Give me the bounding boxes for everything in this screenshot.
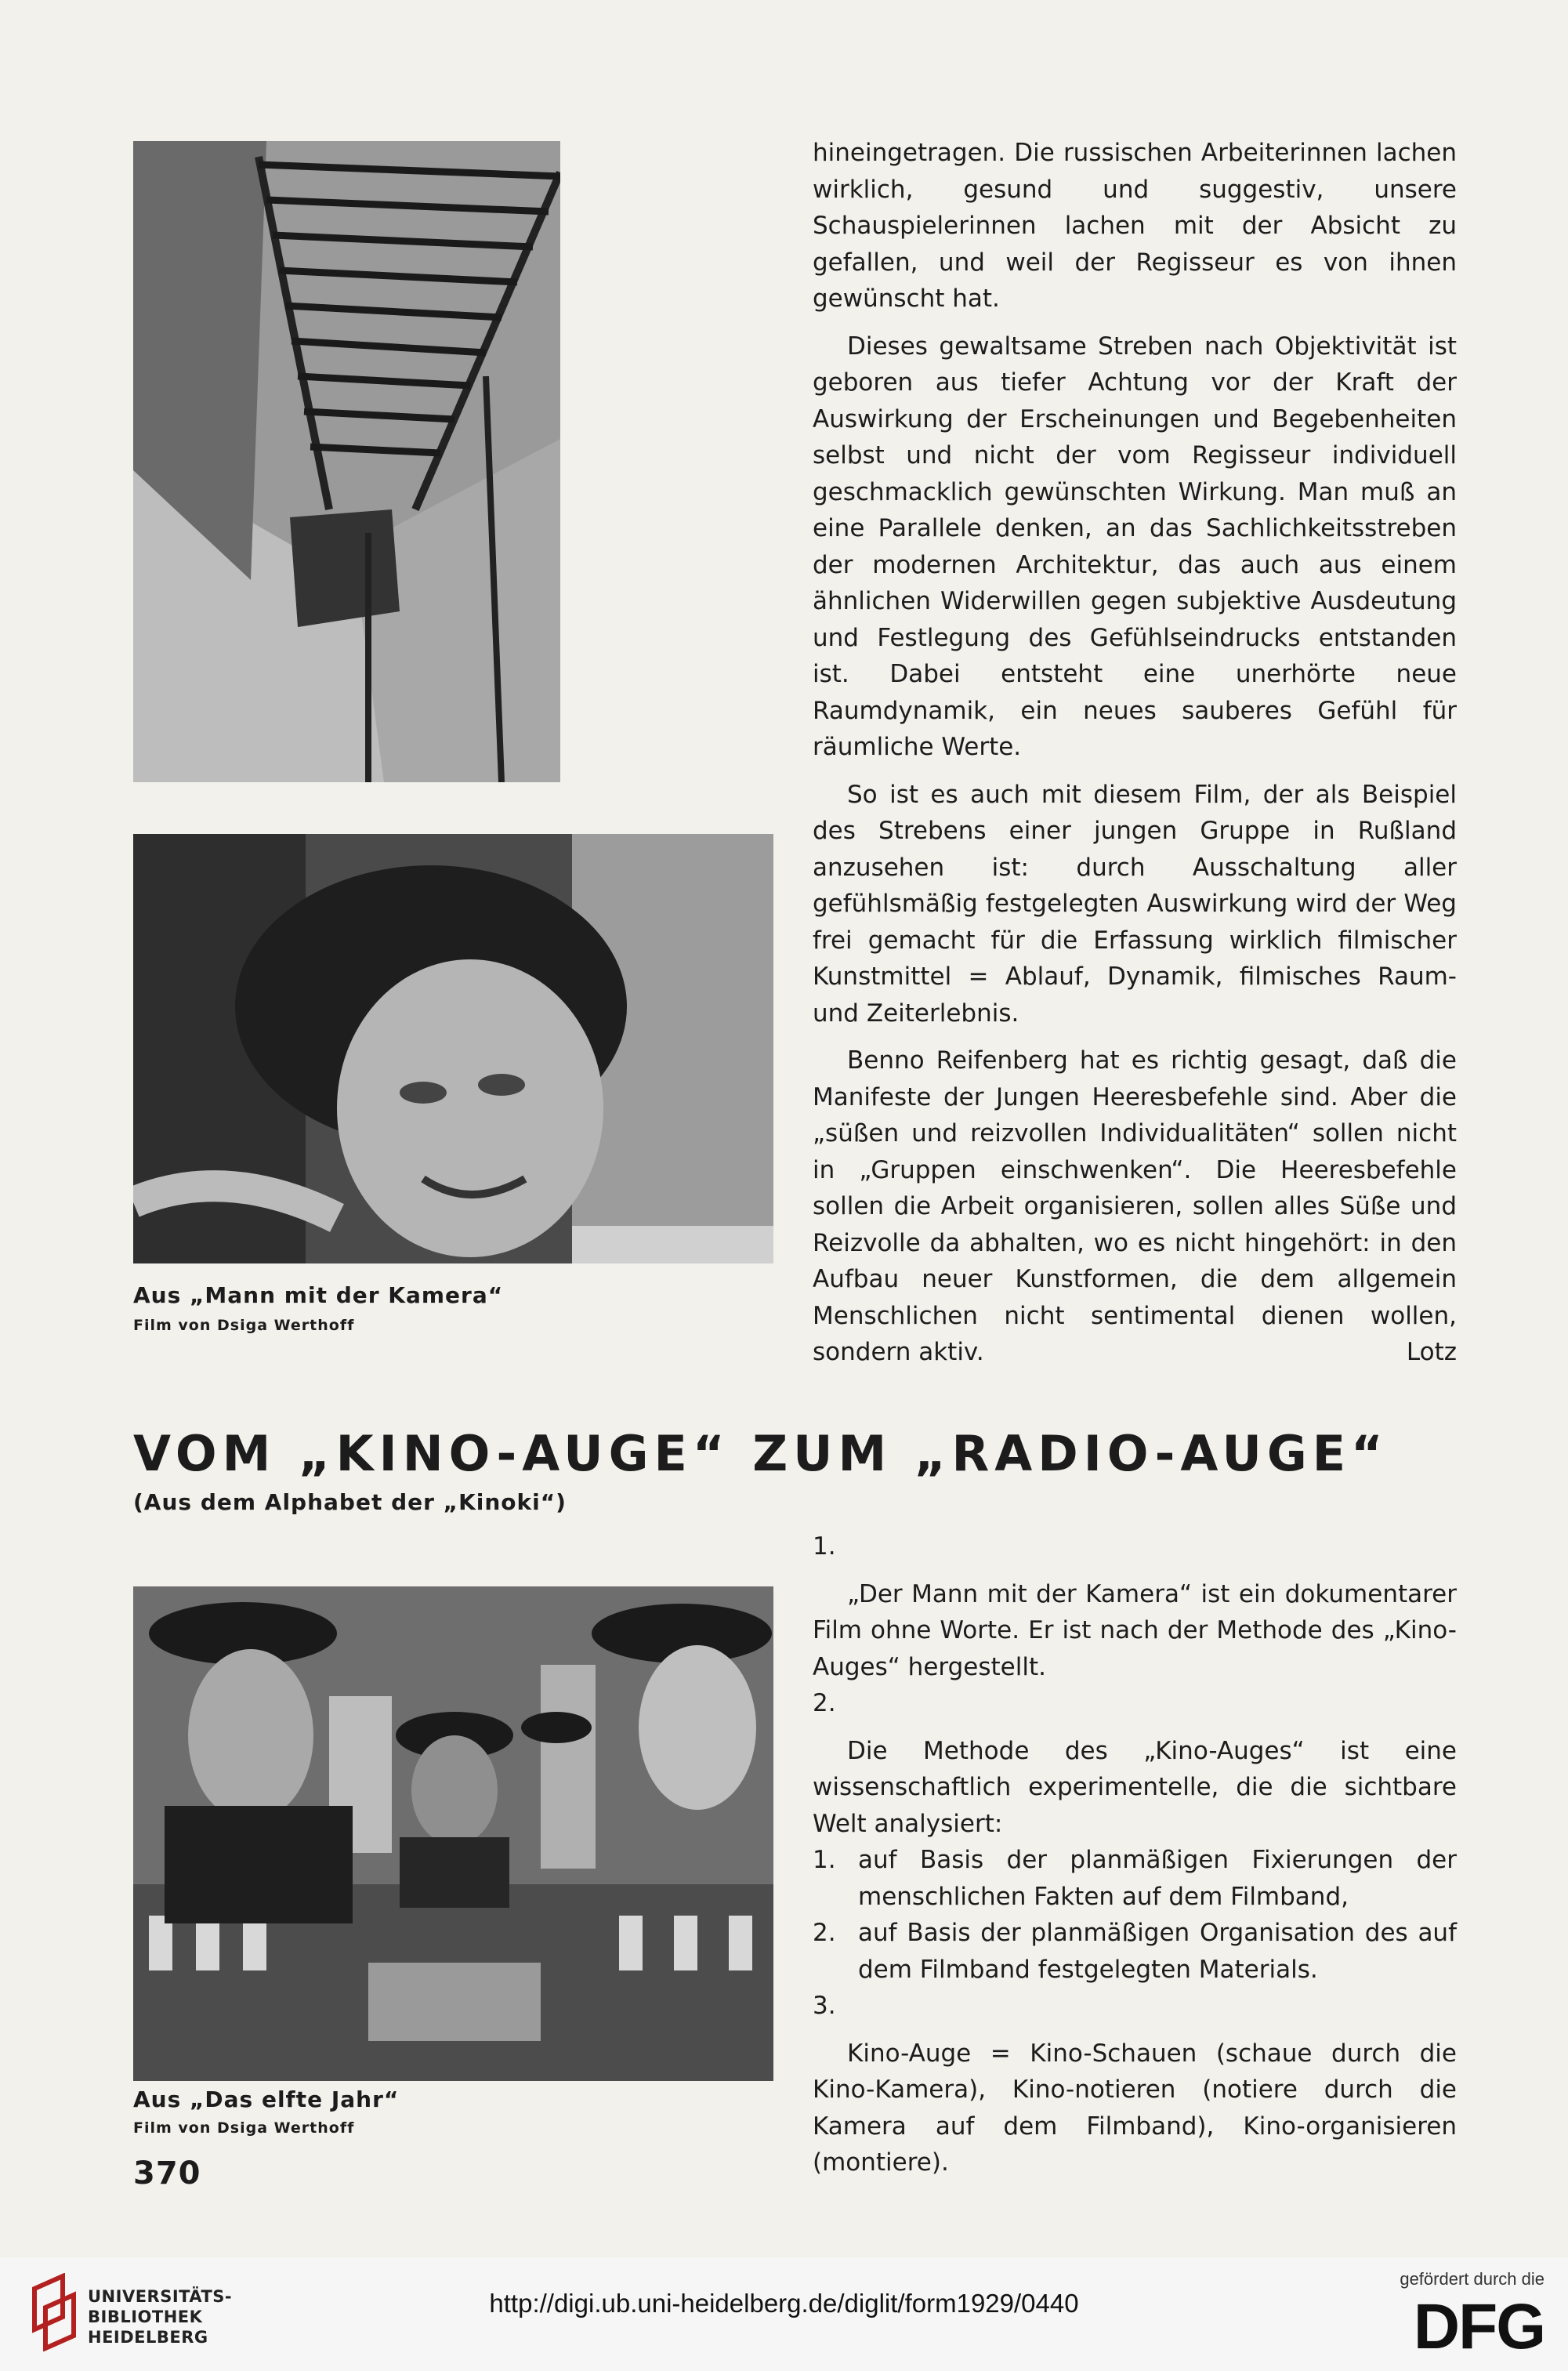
photo-architecture bbox=[133, 141, 560, 782]
list-item-number: 2. bbox=[813, 1919, 836, 1947]
article-subheading: (Aus dem Alphabet der „Kinoki“) bbox=[133, 1489, 567, 1515]
section-2-text: Die Methode des „Kino-Auges“ ist eine wissenschaftlich experimentelle, die die sichtbare Welt analysiert: bbox=[813, 1736, 1457, 1838]
paragraph-3: So ist es auch mit diesem Film, der als Beispiel des Strebens einer jungen Gruppe in Rußland anzusehen ist: durch Ausschaltung aller gefühlsmäßig festgelegten Auswirkung wird der Weg frei gemacht für die Erfassung wirklich filmischer Kunstmittel = Ablauf, Dynamik, filmisches Raum- und Zeiterlebnis. bbox=[813, 780, 1457, 1028]
paragraph-4-text: Benno Reifenberg hat es richtig gesagt, daß die Manifeste der Jungen Heeresbefehle sind. Aber die „süßen und reizvollen Individualitäten“ sollen nicht in „Gruppen einschwenken“. Die Heeresbefehle sollen die Arbeit organisieren, sollen alles Süße und Reizvolle da abhalten, wo es nicht hingehört: in den Aufbau neuer Kunstformen, die dem allgemein Menschlichen nicht sentimental dienen wollen, sondern aktiv. bbox=[813, 1046, 1457, 1366]
article-column-top bbox=[813, 135, 1457, 1382]
caption-2-credit: Film von Dsiga Werthoff bbox=[133, 2119, 355, 2137]
page-number: 370 bbox=[133, 2155, 201, 2192]
section-number-2: 2. bbox=[813, 1689, 836, 1717]
funding-note: gefördert durch die bbox=[1400, 2269, 1544, 2289]
library-name-line-3: HEIDELBERG bbox=[88, 2328, 208, 2347]
dfg-logo: DFG bbox=[1413, 2291, 1544, 2362]
section-3-text: Kino-Auge = Kino-Schauen (schaue durch die Kino-Kamera), Kino-notieren (notiere durch die Kamera auf dem Filmband), Kino-organisieren (montiere). bbox=[813, 2039, 1457, 2177]
author-signature: Lotz bbox=[1406, 1338, 1457, 1366]
photo-woman-laughing bbox=[133, 834, 773, 1263]
list-item bbox=[813, 1842, 1457, 1915]
caption-1-credit: Film von Dsiga Werthoff bbox=[133, 1317, 355, 1334]
section-1-text: „Der Mann mit der Kamera“ ist ein dokumentarer Film ohne Worte. Er ist nach der Methode des „Kino-Auges“ hergestellt. bbox=[813, 1579, 1457, 1681]
list-item-text: auf Basis der planmäßigen Fixierungen der menschlichen Fakten auf dem Filmband, bbox=[858, 1846, 1457, 1911]
library-name-line-1: UNIVERSITÄTS- bbox=[88, 2287, 233, 2306]
paragraph-4 bbox=[813, 1042, 1457, 1371]
section-number-3: 3. bbox=[813, 1992, 836, 2020]
photo-sailors bbox=[133, 1586, 773, 2081]
method-list bbox=[813, 1842, 1457, 1988]
section-number-1: 1. bbox=[813, 1532, 836, 1561]
list-item-text: auf Basis der planmäßigen Organisation des auf dem Filmband festgelegten Materials. bbox=[858, 1919, 1457, 1984]
paragraph-2: Dieses gewaltsame Streben nach Objektivität ist geboren aus tiefer Achtung vor der Kraft der Auswirkung der Erscheinungen und Begebenheiten selbst und nicht der vom Regisseur individuell geschmacklich gewünschten Wirkung. Man muß an eine Parallele denken, an das Sachlichkeitsstreben der modernen Architektur, das auch aus einem ähnlichen Widerwillen gegen subjektive Ausdeutung und Festlegung des Gefühlseindrucks entstanden ist. Dabei entsteht eine unerhörte neue Raumdynamik, ein neues sauberes Gefühl für räumliche Werte. bbox=[813, 332, 1457, 761]
article-column-bottom bbox=[813, 1528, 1457, 2192]
caption-2-title: Aus „Das elfte Jahr“ bbox=[133, 2086, 400, 2112]
caption-1-title: Aus „Mann mit der Kamera“ bbox=[133, 1282, 504, 1308]
paragraph-1: hineingetragen. Die russischen Arbeiterinnen lachen wirklich, gesund und suggestiv, unsere Schauspielerinnen lachen mit der Absicht zu gefallen, und weil der Regisseur es von ihnen gewünscht hat. bbox=[813, 139, 1457, 313]
library-name-line-2: BIBLIOTHEK bbox=[88, 2308, 203, 2326]
source-url[interactable]: http://digi.ub.uni-heidelberg.de/diglit/form1929/0440 bbox=[489, 2289, 1079, 2318]
article-heading: VOM „KINO-AUGE“ ZUM „RADIO-AUGE“ bbox=[133, 1425, 1389, 1482]
list-item bbox=[813, 1915, 1457, 1988]
list-item-number: 1. bbox=[813, 1846, 836, 1874]
